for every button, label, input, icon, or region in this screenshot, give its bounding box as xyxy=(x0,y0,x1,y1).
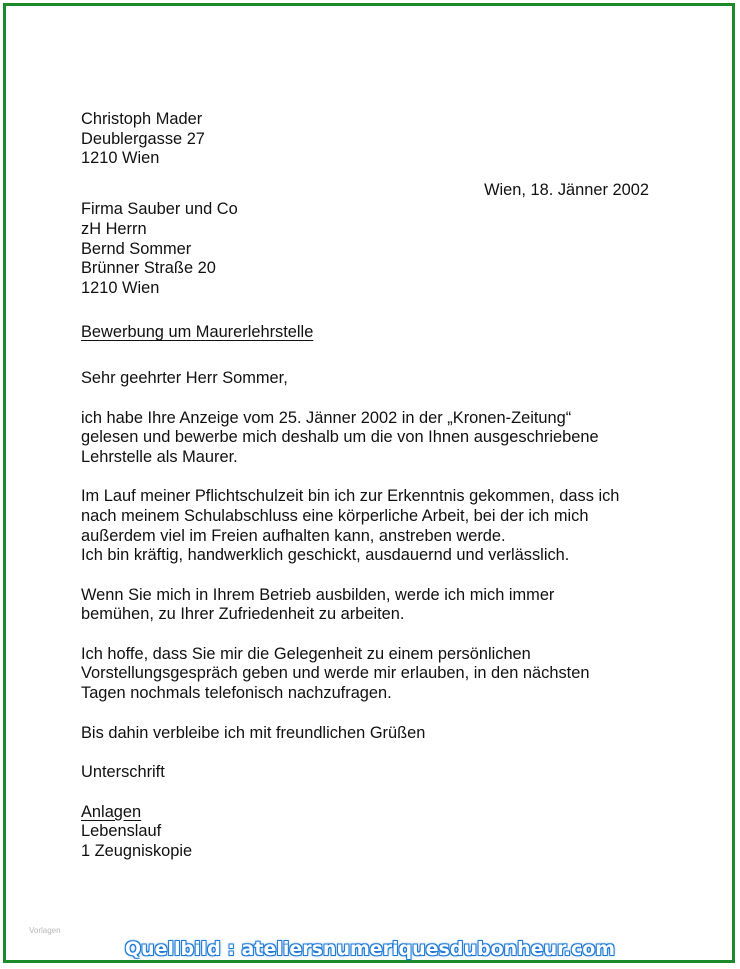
letter-date: Wien, 18. Jänner 2002 xyxy=(484,180,649,199)
paragraph-line: nach meinem Schulabschluss eine körperliche Arbeit, bei der ich mich xyxy=(81,506,589,525)
paragraph-line: Tagen nochmals telefonisch nachzufragen. xyxy=(81,684,392,703)
sender-street: Deublergasse 27 xyxy=(81,129,205,148)
sender-address xyxy=(81,110,651,169)
paragraph-3 xyxy=(81,586,651,625)
recipient-attention: zH Herrn xyxy=(81,219,147,238)
salutation: Sehr geehrter Herr Sommer, xyxy=(81,368,288,387)
sender-city: 1210 Wien xyxy=(81,149,160,168)
paragraph-line: Vorstellungsgespräch geben und werde mir erlauben, in den nächsten xyxy=(81,664,590,683)
paragraph-4 xyxy=(81,645,651,704)
signature-placeholder: Unterschrift xyxy=(81,763,165,782)
paragraph-line: Wenn Sie mich in Ihrem Betrieb ausbilden, werde ich mich immer xyxy=(81,585,555,604)
paragraph-line: Lehrstelle als Maurer. xyxy=(81,447,238,466)
recipient-street: Brünner Straße 20 xyxy=(81,259,216,278)
paragraph-line: Im Lauf meiner Pflichtschulzeit bin ich zur Erkenntnis gekommen, dass ich xyxy=(81,487,620,506)
recipient-company: Firma Sauber und Co xyxy=(81,200,238,219)
paragraph-line: außerdem viel im Freien aufhalten kann, anstreben werde. xyxy=(81,526,506,545)
attachment-item: 1 Zeugniskopie xyxy=(81,842,193,861)
paragraph-line: Ich hoffe, dass Sie mir die Gelegenheit zu einem persönlichen xyxy=(81,644,531,663)
paragraph-line: gelesen und bewerbe mich deshalb um die von Ihnen ausgeschriebene xyxy=(81,428,599,447)
recipient-city: 1210 Wien xyxy=(81,278,160,297)
attachments xyxy=(81,803,651,862)
paragraph-1 xyxy=(81,409,651,468)
paragraph-line: bemühen, zu Ihrer Zufriedenheit zu arbeiten. xyxy=(81,605,405,624)
recipient-address xyxy=(81,200,651,298)
paragraph-2 xyxy=(81,487,651,565)
paragraph-line: ich habe Ihre Anzeige vom 25. Jänner 2002 in der „Kronen-Zeitung“ xyxy=(81,408,572,427)
paragraph-line: Ich bin kräftig, handwerklich geschickt, ausdauernd und verlässlich. xyxy=(81,546,570,565)
sender-name: Christoph Mader xyxy=(81,110,203,128)
attachment-item: Lebenslauf xyxy=(81,822,162,841)
attachments-title: Anlagen xyxy=(81,802,142,821)
recipient-name: Bernd Sommer xyxy=(81,239,192,258)
source-credit: Quellbild : ateliersnumeriquesdubonheur.com xyxy=(124,938,616,960)
letter-subject: Bewerbung um Maurerlehrstelle xyxy=(81,323,314,342)
letter-body xyxy=(81,110,651,862)
corner-watermark: Vorlagen xyxy=(29,926,61,935)
closing-line: Bis dahin verbleibe ich mit freundlichen Grüßen xyxy=(81,723,426,742)
